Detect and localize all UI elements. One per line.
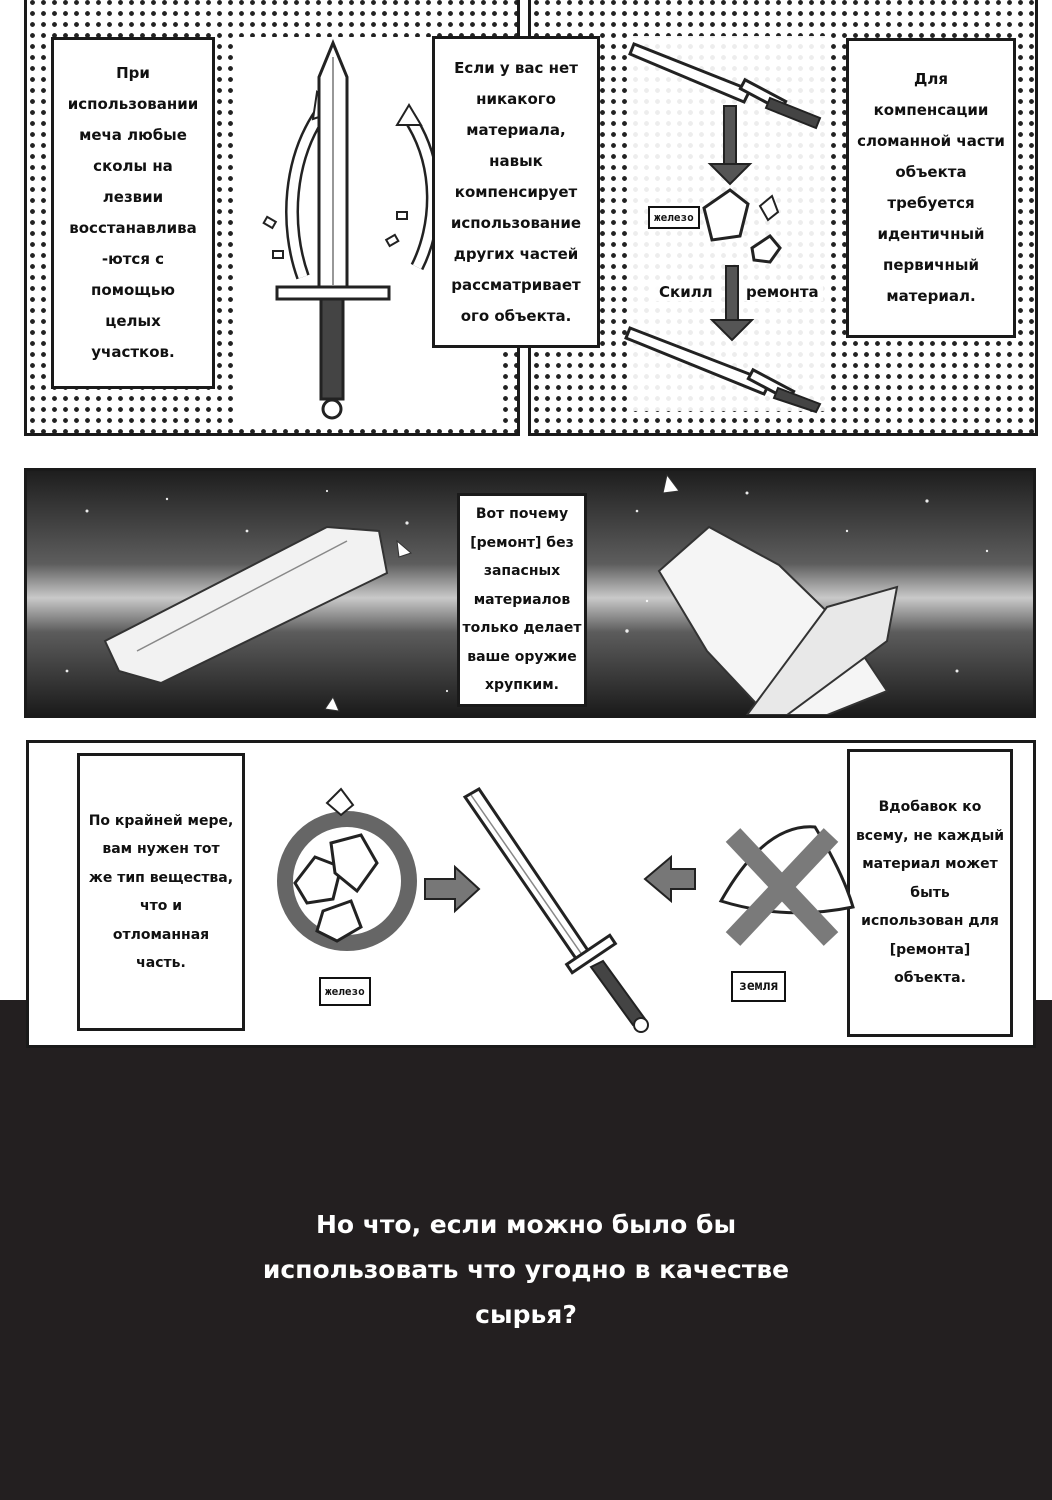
panel-brittle-crystals (24, 468, 1036, 718)
skill-label-right: ремонта (742, 283, 823, 301)
left-arrow-icon (645, 857, 695, 901)
caption-box-no-material: Если у вас нет никакого материала, навык компенсирует использование других частей рассматривает ого объекта. (432, 36, 600, 348)
caption-box-brittle: Вот почему [ремонт] без запасных материалов только делает ваше оружие хрупким. (457, 493, 587, 707)
sword-icon (465, 789, 648, 1032)
right-arrow-icon (425, 867, 479, 911)
closing-question: Но что, если можно было бы использовать что угодно в качестве сырья? (262, 1210, 790, 1329)
iron-ore-icon (285, 789, 409, 943)
caption-box-regeneration: При использовании меча любые сколы на лезвии восстанавлива -ются с помощью целых участков. (51, 37, 215, 389)
skill-label-left: Скилл (655, 283, 717, 301)
caption-box-same-substance: По крайней мере, вам нужен тот же тип вещества, что и отломанная часть. (77, 753, 245, 1031)
material-tag-earth: земля (731, 971, 786, 1002)
panel-material-type (26, 740, 1036, 1048)
caption-box-not-every-material: Вдобавок ко всему, не каждый материал может быть использован для [ремонта] объекта. (847, 749, 1013, 1037)
material-tag-iron: железо (319, 977, 371, 1006)
caption-box-identical-material: Для компенсации сломанной части объекта требуется идентичный первичный материал. (846, 38, 1016, 338)
material-tag-iron: железо (648, 206, 700, 229)
